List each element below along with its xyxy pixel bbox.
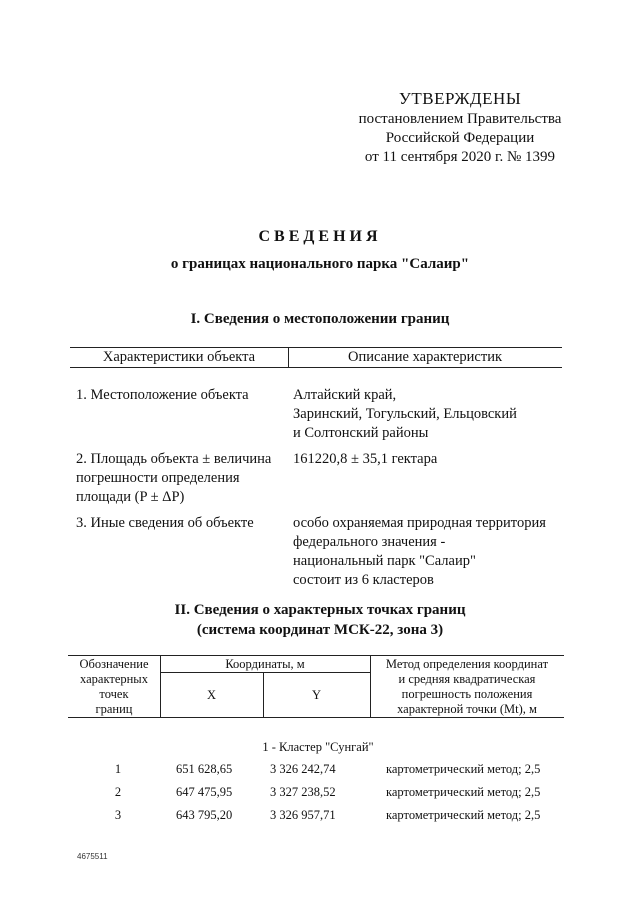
header-method (370, 657, 564, 717)
approval-title: УТВЕРЖДЕНЫ (398, 89, 522, 108)
table-1-header-rule (70, 367, 562, 368)
approval-block (340, 88, 580, 167)
table-row (68, 808, 564, 826)
value-line: особо охраняемая природная территория (293, 515, 546, 531)
label-line: 2. Площадь объекта ± величина (76, 451, 272, 467)
header-line: и средняя квадратическая (398, 672, 536, 686)
value-line: 161220,8 ± 35,1 гектара (293, 451, 438, 467)
table-1-header-right: Описание характеристик (347, 349, 502, 365)
label-line: погрешности определения (76, 470, 240, 486)
section-2-subtitle: (система координат МСК-22, зона 3) (196, 622, 444, 638)
value-line: национальный парк "Салаир" (293, 553, 476, 569)
value-line: и Солтонский районы (293, 425, 429, 441)
header-line: границ (95, 702, 133, 716)
label-line: площади (P ± ΔP) (76, 489, 185, 505)
table-2-coord-rule (160, 672, 370, 673)
header-line: Обозначение (79, 657, 149, 671)
label-line: 1. Местоположение объекта (76, 387, 249, 403)
header-line: характерной точки (Mt), м (397, 702, 537, 716)
method: картометрический метод; 2,5 (386, 785, 541, 799)
header-line: характерных (80, 672, 148, 686)
header-coordinates: Координаты, м (225, 657, 305, 671)
value-line: Заринский, Тогульский, Ельцовский (293, 406, 517, 422)
document-title: СВЕДЕНИЯ (258, 228, 382, 245)
table-1-row-1-value (293, 386, 563, 443)
section-2-title: II. Сведения о характерных точках границ (174, 602, 466, 618)
coord-y: 3 326 957,71 (270, 808, 336, 822)
coord-x: 647 475,95 (176, 785, 233, 799)
coord-y: 3 326 242,74 (270, 762, 336, 776)
document-subtitle: о границах национального парка "Салаир" (170, 256, 470, 272)
table-1-row-3-label (76, 514, 288, 533)
coord-y: 3 327 238,52 (270, 785, 336, 799)
table-1-header-left: Характеристики объекта (102, 349, 256, 365)
table-row (68, 785, 564, 803)
coord-x: 651 628,65 (176, 762, 233, 776)
approval-line-1: постановлением Правительства (358, 111, 562, 127)
method: картометрический метод; 2,5 (386, 808, 541, 822)
table-2-header-bottom-rule (68, 717, 564, 718)
header-line: точек (99, 687, 129, 701)
value-line: состоит из 6 кластеров (293, 572, 434, 588)
approval-line-3: от 11 сентября 2020 г. № 1399 (364, 149, 556, 165)
approval-line-2: Российской Федерации (385, 130, 535, 146)
section-1-title: I. Сведения о местоположении границ (190, 311, 450, 327)
table-1-row-2-value (293, 450, 563, 469)
point-id: 1 (114, 762, 122, 776)
method: картометрический метод; 2,5 (386, 762, 541, 776)
label-line: 3. Иные сведения об объекте (76, 515, 254, 531)
header-designation (68, 657, 160, 717)
table-2-top-rule (68, 655, 564, 656)
point-id: 2 (114, 785, 122, 799)
value-line: Алтайский край, (293, 387, 397, 403)
header-line: погрешность положения (401, 687, 533, 701)
footer-code: 4675511 (77, 852, 108, 861)
table-1-row-3-value (293, 514, 563, 590)
cluster-label: 1 - Кластер "Сунгай" (262, 740, 374, 754)
table-row (68, 762, 564, 780)
table-1-row-1-label (76, 386, 288, 405)
coord-x: 643 795,20 (176, 808, 233, 822)
header-y: Y (311, 688, 322, 702)
header-x: X (206, 688, 217, 702)
point-id: 3 (114, 808, 122, 822)
header-line: Метод определения координат (385, 657, 549, 671)
value-line: федерального значения - (293, 534, 446, 550)
table-1-row-2-label (76, 450, 288, 507)
